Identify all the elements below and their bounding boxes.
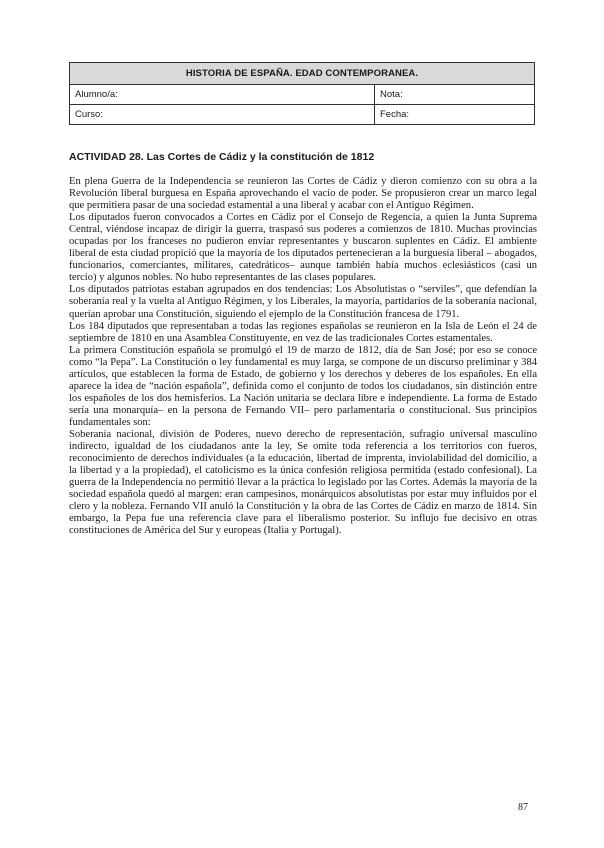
paragraph: Los 184 diputados que representaban a todas las regiones españolas se reunieron en la Isla de León el 24 de septiembre de 1810 en una Asamblea Constituyente, en vez de las tradicionales Cortes estamentales. [69, 320, 537, 344]
header-title-row [70, 63, 535, 85]
header-course-row [70, 105, 535, 125]
activity-title: ACTIVIDAD 28. Las Cortes de Cádiz y la constitución de 1812 [69, 151, 375, 163]
paragraph: Los diputados patriotas estaban agrupados en dos tendencias: Los Absolutistas o “serviles”, que defendían la soberanía real y la vuelta al Antiguo Régimen, y los Liberales, la mayoría, partidarios de la soberanía nacional, querían aprobar una Constitución, siguiendo el ejemplo de la Constitución francesa de 1791. [69, 284, 537, 320]
paragraph: Los diputados fueron convocados a Cortes en Cádiz por el Consejo de Regencia, a quien la Junta Suprema Central, viéndose incapaz de dirigir la guerra, traspasó sus poderes a comienzos de 1810. Muchas provincias ocupadas por los franceses no pudieron enviar representantes y buscaron suplentes en Cádiz. El ambiente liberal de esta ciudad propició que la mayoría de los diputados pertenecieran a la burguesía liberal – abogados, funcionarios, comerciantes, militares, catedráticos– aunque también había muchos eclesiásticos (casi un tercio) y algunos nobles. No hubo representantes de las clases populares. [69, 212, 537, 284]
activity-body [69, 176, 537, 537]
header-student-row [70, 85, 535, 105]
header-table [69, 62, 535, 125]
grade-field[interactable]: Nota: [375, 85, 535, 105]
page-number: 87 [518, 802, 528, 813]
paragraph: En plena Guerra de la Independencia se reunieron las Cortes de Cádiz y dieron comienzo con su obra a la Revolución liberal burguesa en España aprovechando el vacío de poder. Se propusieron crear un marco legal que permitiera pasar de una sociedad estamental a una liberal y acabar con el Antiguo Régimen. [69, 176, 537, 212]
course-field[interactable]: Curso: [70, 105, 375, 125]
course-title: HISTORIA DE ESPAÑA. EDAD CONTEMPORANEA. [70, 63, 535, 85]
date-field[interactable]: Fecha: [375, 105, 535, 125]
paragraph: La primera Constitución española se promulgó el 19 de marzo de 1812, día de San José; por eso se conoce como “la Pepa”. La Constitución o ley fundamental es muy larga, se compone de un discurso preliminar y 384 artículos, que establecen la forma de Estado, de gobierno y los derechos y deberes de los españoles. En ella aparece la idea de “nación española”, definida como el conjunto de todos los ciudadanos, sin distinción entre los españoles de los dos hemisferios. La Nación unitaria se declara libre e independiente. La forma de Estado sería una monarquía– en la persona de Fernando VII– pero parlamentaria o constitucional. Sus principios fundamentales son: [69, 344, 537, 428]
student-name-field[interactable]: Alumno/a: [70, 85, 375, 105]
paragraph: Soberanía nacional, división de Poderes, nuevo derecho de representación, sufragio universal masculino indirecto, igualdad de los ciudadanos ante la ley, Se omite toda referencia a los territorios con fueros, reconocimiento de derechos individuales (a la educación, libertad de imprenta, inviolabilidad del domicilio, a la libertad y a la propiedad), el catolicismo es la única confesión religiosa permitida (estado confesional). La guerra de la Independencia no permitió llevar a la práctica lo legislado por las Cortes. Además la mayoría de la sociedad española quedó al margen: eran campesinos, monárquicos absolutistas por estar muy influidos por el clero y la nobleza. Fernando VII anuló la Constitución y la obra de las Cortes de Cádiz en marzo de 1814. Sin embargo, la Pepa fue una referencia clave para el liberalismo posterior. Su influjo fue decisivo en otras constituciones de América del Sur y europeas (Italia y Portugal). [69, 428, 537, 537]
